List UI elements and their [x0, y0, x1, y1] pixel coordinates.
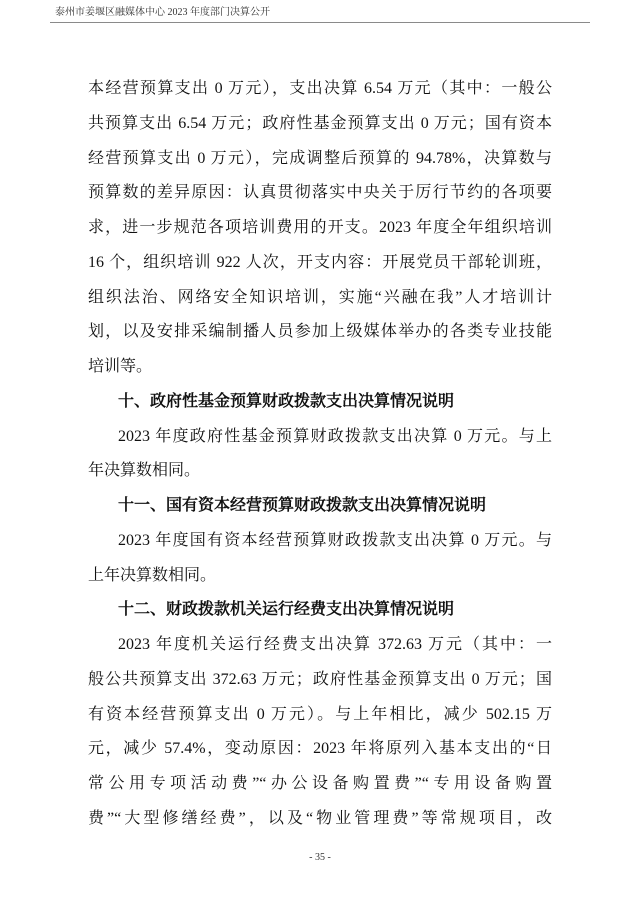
text-line: 求，进一步规范各项培训费用的开支。2023 年度全年组织培训	[88, 219, 552, 236]
text-line: 共预算支出 6.54 万元；政府性基金预算支出 0 万元；国有资本	[88, 114, 552, 132]
text-line: 培训等。	[88, 358, 153, 375]
text-line: 费”“大型修缮经费”，以及“物业管理费”等常规项目，改	[88, 809, 552, 827]
section-heading: 十一、国有资本经营预算财政拨款支出决算情况说明	[118, 497, 487, 514]
paragraph-continuation	[88, 72, 552, 385]
paragraph-section-11	[88, 524, 552, 594]
text-line: 2023 年度国有资本经营预算财政拨款支出决算 0 万元。与	[118, 531, 552, 549]
text-line: 2023 年度机关运行经费支出决算 372.63 万元（其中：一	[118, 636, 552, 653]
text-line: 划，以及安排采编制播人员参加上级媒体举办的各类专业技能	[88, 323, 552, 341]
text-line: 上年决算数相同。	[88, 566, 217, 584]
text-line: 本经营预算支出 0 万元），支出决算 6.54 万元（其中：一般公	[88, 80, 552, 97]
text-line: 16 个，组织培训 922 人次，开支内容：开展党员干部轮训班，	[88, 253, 552, 271]
section-heading: 十二、财政拨款机关运行经费支出决算情况说明	[118, 601, 455, 619]
text-line: 般公共预算支出 372.63 万元；政府性基金预算支出 0 万元；国	[88, 670, 552, 688]
body-text	[88, 72, 552, 837]
running-header-title: 泰州市姜堰区融媒体中心 2023 年度部门决算公开	[55, 7, 270, 18]
text-line: 2023 年度政府性基金预算财政拨款支出决算 0 万元。与上	[118, 427, 552, 445]
paragraph-section-10	[88, 420, 552, 490]
text-line: 常公用专项活动费”“办公设备购置费”“专用设备购置	[88, 775, 552, 792]
text-line: 预算数的差异原因：认真贯彻落实中央关于厉行节约的各项要	[88, 184, 552, 202]
paragraph-section-12	[88, 628, 552, 837]
section-heading: 十、政府性基金预算财政拨款支出决算情况说明	[118, 392, 455, 410]
page-number: - 35 -	[309, 852, 331, 863]
text-line: 组织法治、网络安全知识培训，实施“兴融在我”人才培训计	[88, 288, 552, 306]
text-line: 经营预算支出 0 万元），完成调整后预算的 94.78%，决算数与	[88, 149, 552, 167]
text-line: 有资本经营预算支出 0 万元）。与上年相比，减少 502.15 万	[88, 705, 552, 723]
text-line: 元，减少 57.4%，变动原因：2023 年将原列入基本支出的“日	[88, 740, 552, 758]
text-line: 年决算数相同。	[88, 462, 201, 480]
running-header-rule	[50, 22, 590, 23]
